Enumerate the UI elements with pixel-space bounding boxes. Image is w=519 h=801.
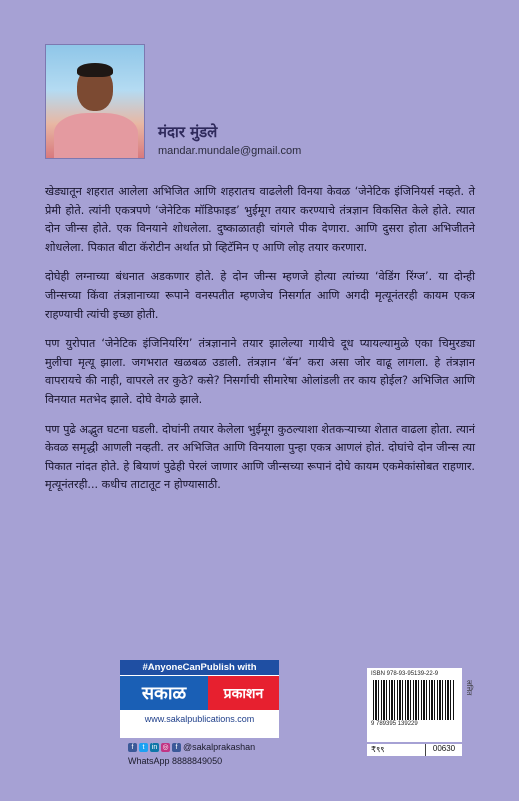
instagram-icon[interactable]: ◎ bbox=[162, 743, 169, 751]
price-box bbox=[367, 744, 462, 756]
whatsapp-number[interactable]: WhatsApp 8888849050 bbox=[128, 756, 223, 766]
twitter-icon[interactable]: t bbox=[139, 743, 148, 752]
publisher-website[interactable]: www.sakalpublications.com bbox=[144, 714, 255, 724]
isbn-text: ISBN 978-93-95139-22-9 bbox=[371, 671, 439, 677]
blurb-paragraph-4: पण पुढे अद्भुत घटना घडली. दोघांनी तयार केलेला भुईमूग कुठल्याशा शेतकऱ्याच्या शेतात वाढला होता. त्यानं केवळ समृद्धी आणली नव्हती. तर अभिजित आणि विनयाला पुन्हा एकत्र आणलं होतं. दोघांचे दोन जीन्स त्या पिकात नांदत होते. हे बियाणं पुढेही पेरलं जाणार आणि जीन्सच्या रूपानं दोघे कायम एकमेकांसोबत राहणार. मृत्यूनंतरही... कधीच ताटातूट न होण्यासाठी. bbox=[45, 422, 475, 492]
blurb-paragraph-2: दोघेही लग्नाच्या बंधनात अडकणार होते. हे दोन जीन्स म्हणजे होत्या त्यांच्या ‘वेडिंग रिंग्ज’. या दोन्ही जीन्सच्या किंवा तंत्रज्ञानाच्या रूपाने वनस्पतीत म्हणजेच निसर्गात आणि अगदी मृत्यूनंतरही कायम एकत्र राहण्याची त्यांची इच्छा होती. bbox=[45, 270, 475, 321]
price-code: 00630 bbox=[425, 744, 462, 756]
blurb-paragraph-3: पण युरोपात ‘जेनेटिक इंजिनियरिंग’ तंत्रज्ञानाने तयार झालेल्या गायीचे दूध प्यायल्यामुळे एका चिमुरड्या मुलीचा मृत्यू झाला. जगभरात खळबळ उडाली. तंत्रज्ञान ‘बॅन’ करा असा जोर वाढू लागला. हे तंत्रज्ञान वापरायचे की नाही, वापरले तर कुठे? कसे? निसर्गाची सीमारेषा ओलांडली तर काय होईल? अभिजित आणि विनयात मतभेद झाले. दोघे वेगळे झाले. bbox=[45, 337, 475, 406]
photo-hair bbox=[77, 63, 113, 77]
barcode-bars bbox=[373, 680, 455, 720]
social-links bbox=[128, 742, 255, 752]
facebook-icon[interactable]: f bbox=[128, 743, 137, 752]
social-handle: @sakalprakashan bbox=[183, 742, 256, 752]
price: ₹९९ bbox=[367, 744, 425, 756]
blurb-text bbox=[45, 183, 475, 506]
blurb-paragraph-1: खेड्यातून शहरात आलेला अभिजित आणि शहरातच वाढलेली विनया केवळ ‘जेनेटिक इंजिनियर्स नव्हते. ते प्रेमी होते. त्यांनी एकत्रपणे ‘जेनेटिक मॉडिफाइड’ भुईमूग तयार करण्याचे तंत्रज्ञान विकसित केले होते. त्यात दोन जीन्स होते. एक विनयाने शोधलेला. दुष्काळातही चांगले पीक देणारा. आणि दुसरा होता अभिजीतने शोधलेला. पिकात बीटा कॅरोटीन अर्थात प्रो व्हिटॅमिन ए आणि लोह तयार करणारा. bbox=[45, 185, 475, 254]
publisher-logo-left: सकाळ bbox=[120, 676, 208, 710]
publisher-logo-right: प्रकाशन bbox=[208, 676, 279, 710]
isbn-barcode bbox=[367, 668, 462, 742]
publisher-logo bbox=[120, 676, 279, 710]
linkedin-icon[interactable]: in bbox=[151, 743, 158, 751]
author-photo bbox=[45, 44, 145, 159]
publisher-tagline: #AnyoneCanPublish with bbox=[120, 660, 279, 675]
publisher-box bbox=[120, 660, 279, 738]
photo-shirt bbox=[54, 113, 138, 159]
barcode-number: 9 789395 139229 bbox=[371, 721, 418, 727]
genre-label: ललित bbox=[465, 680, 473, 696]
facebook-icon-2[interactable]: f bbox=[172, 743, 181, 752]
author-email[interactable]: mandar.mundale@gmail.com bbox=[158, 145, 302, 157]
author-name: मंदार मुंडले bbox=[158, 123, 218, 141]
